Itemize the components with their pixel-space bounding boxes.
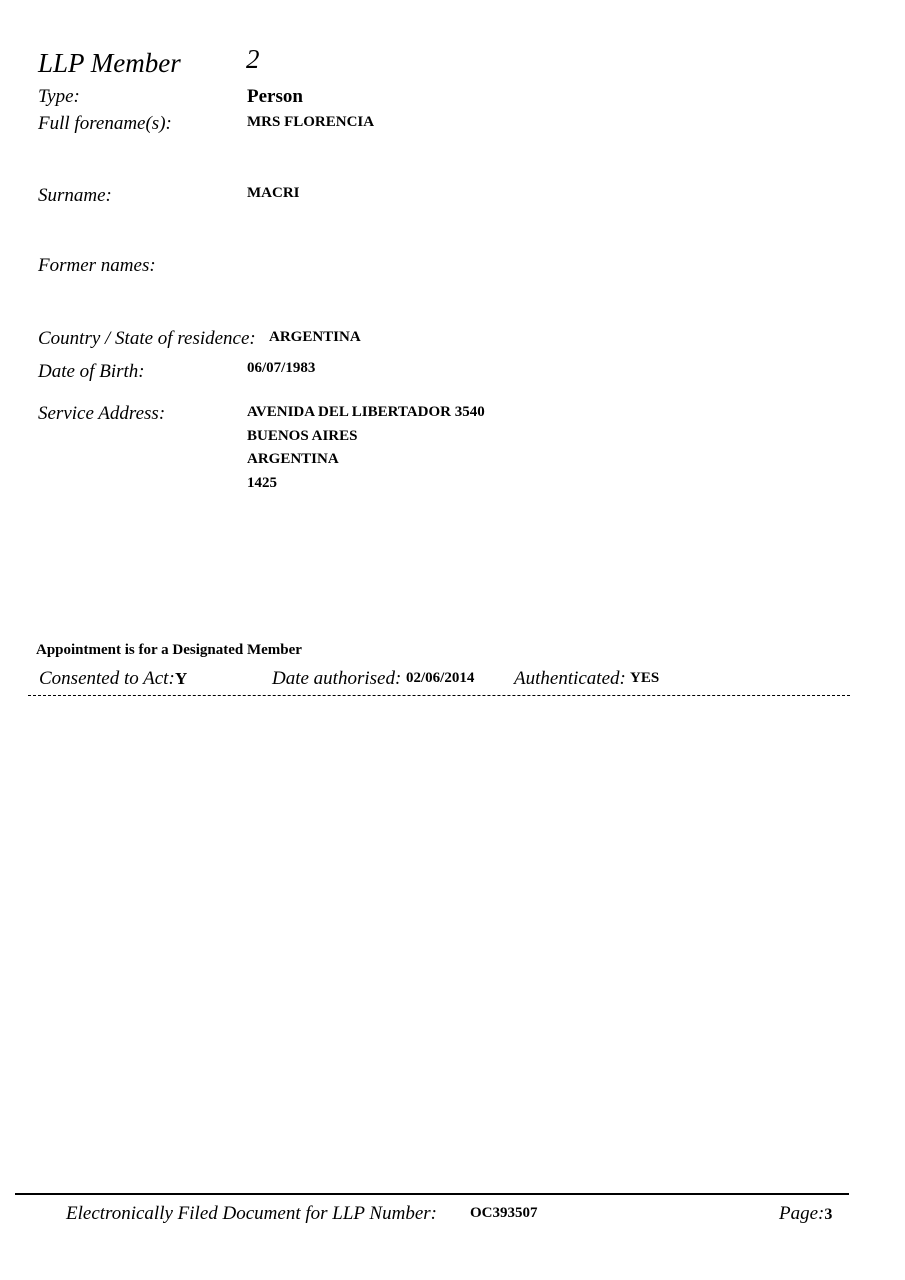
- surname-label: Surname:: [38, 185, 112, 206]
- section-divider: [28, 695, 850, 696]
- date-authorised-label: Date authorised:: [272, 668, 402, 689]
- consented-label: Consented to Act:: [39, 668, 175, 689]
- forename-label: Full forename(s):: [38, 113, 172, 134]
- footer-rule: [15, 1193, 849, 1195]
- address-label: Service Address:: [38, 403, 166, 424]
- address-line: ARGENTINA: [247, 451, 339, 467]
- page-number: 3: [824, 1206, 833, 1223]
- type-value: Person: [247, 86, 303, 107]
- former-names-label: Former names:: [38, 255, 156, 276]
- dob-value: 06/07/1983: [247, 360, 316, 376]
- address-line: BUENOS AIRES: [247, 428, 358, 444]
- designated-member-note: Appointment is for a Designated Member: [36, 642, 302, 658]
- llp-member-heading: LLP Member: [38, 48, 181, 78]
- consented-value: Y: [175, 669, 188, 688]
- date-authorised-value: 02/06/2014: [406, 670, 475, 686]
- footer-page: [779, 1203, 832, 1225]
- page-label: Page:: [779, 1203, 825, 1224]
- member-number: 2: [246, 44, 260, 74]
- type-label: Type:: [38, 86, 80, 107]
- authenticated-value: YES: [630, 670, 660, 686]
- address-line: 1425: [247, 475, 277, 491]
- country-value: ARGENTINA: [269, 329, 361, 345]
- forename-value: MRS FLORENCIA: [247, 114, 375, 130]
- authenticated-label: Authenticated:: [514, 668, 626, 689]
- footer-filed-label: Electronically Filed Document for LLP Number:: [66, 1203, 437, 1224]
- footer-llp-number: OC393507: [470, 1205, 538, 1221]
- surname-value: MACRI: [247, 185, 300, 201]
- dob-label: Date of Birth:: [38, 361, 145, 382]
- address-line: AVENIDA DEL LIBERTADOR 3540: [247, 404, 485, 420]
- country-label: Country / State of residence:: [38, 328, 256, 349]
